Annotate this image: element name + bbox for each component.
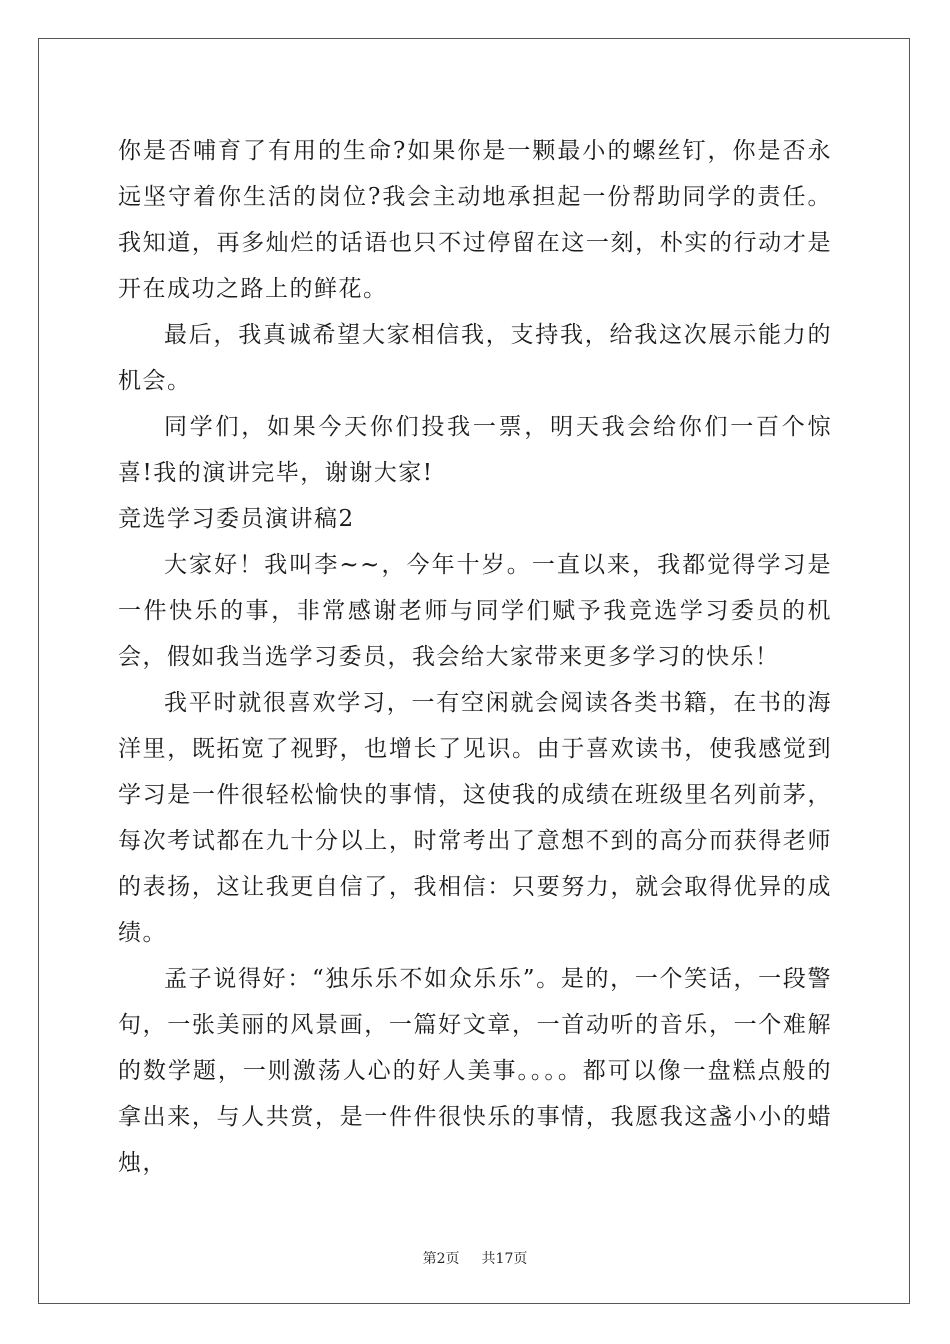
page-total: 共17页 [481,1251,528,1267]
paragraph: 大家好！我叫李~~，今年十岁。一直以来，我都觉得学习是一件快乐的事，非常感谢老师与同学们赋予我竞选学习委员的机会，假如我当选学习委员，我会给大家带来更多学习的快乐！ [118,552,832,670]
page-number: 第2页 [422,1251,460,1267]
paragraph: 同学们，如果今天你们投我一票，明天我会给你们一百个惊喜!我的演讲完毕，谢谢大家! [118,414,832,486]
paragraph: 你是否哺育了有用的生命?如果你是一颗最小的螺丝钉，你是否永远坚守着你生活的岗位?我会主动地承担起一份帮助同学的责任。我知道，再多灿烂的话语也只不过停留在这一刻，朴实的行动才是开在成功之路上的鲜花。 [118,138,832,302]
paragraph: 最后，我真诚希望大家相信我，支持我，给我这次展示能力的机会。 [118,322,832,394]
section-title: 竞选学习委员演讲稿2 [118,506,355,532]
paragraph: 我平时就很喜欢学习，一有空闲就会阅读各类书籍，在书的海洋里，既拓宽了视野，也增长了见识。由于喜欢读书，使我感觉到学习是一件很轻松愉快的事情，这使我的成绩在班级里名列前茅，每次考试都在九十分以上，时常考出了意想不到的高分而获得老师的表扬，这让我更自信了，我相信：只要努力，就会取得优异的成绩。 [118,690,832,946]
page-footer [0,1248,950,1268]
document-body [118,128,832,1186]
paragraph: 孟子说得好：“独乐乐不如众乐乐”。是的，一个笑话，一段警句，一张美丽的风景画，一篇好文章，一首动听的音乐，一个难解的数学题，一则激荡人心的好人美事。。。。都可以像一盘糕点般的拿出来，与人共赏，是一件件很快乐的事情，我愿我这盏小小的蜡烛， [118,966,832,1176]
